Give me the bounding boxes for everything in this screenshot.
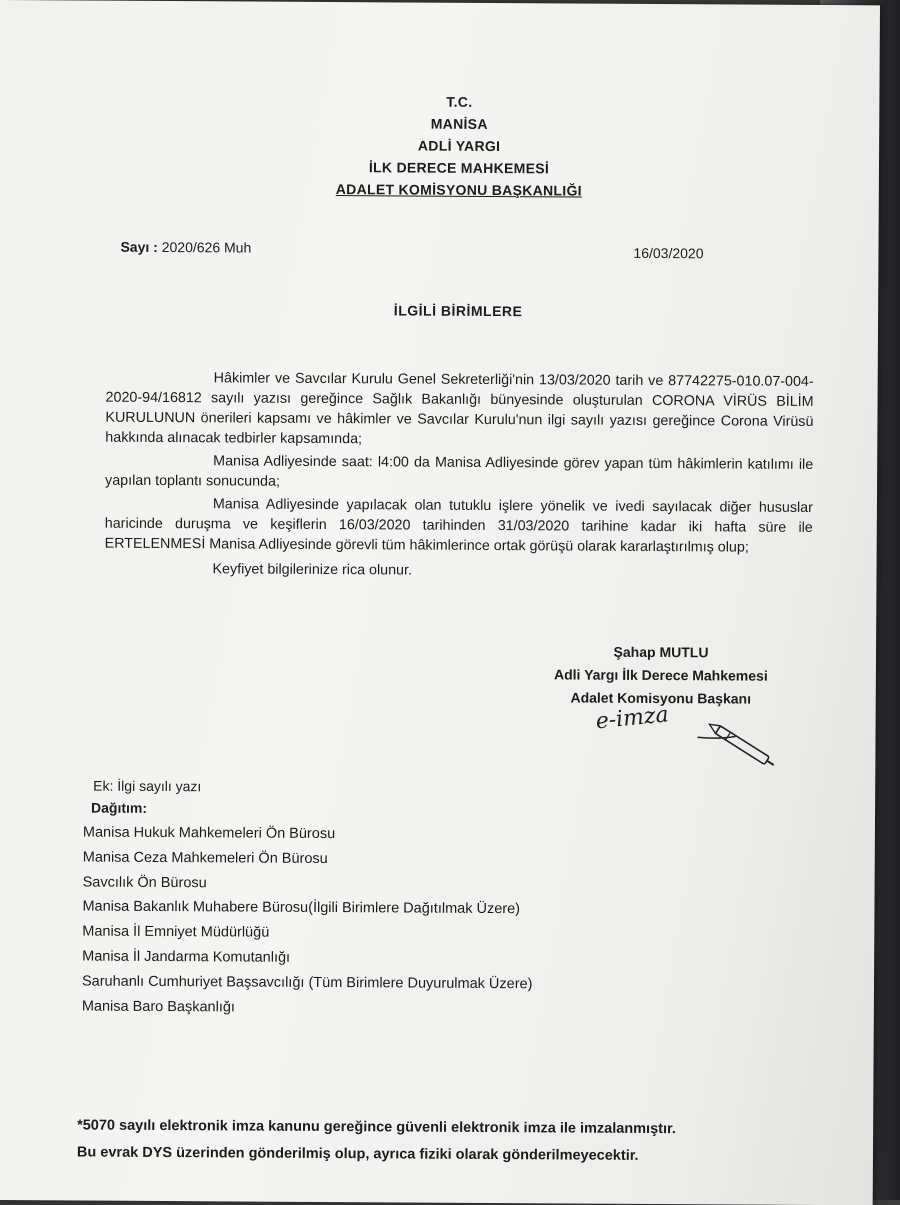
header-line-commission: ADALET KOMİSYONU BAŞKANLIĞI	[335, 181, 582, 199]
header-line-tc: T.C.	[446, 93, 473, 110]
document-date: 16/03/2020	[633, 244, 704, 262]
list-item: Manisa Ceza Mahkemeleri Ön Bürosu	[82, 849, 328, 867]
footer-line-2: Bu evrak DYS üzerinden gönderilmiş olup, ayrıca fiziki olarak gönderilmeyecektir.	[76, 1144, 639, 1164]
reference-number	[120, 239, 251, 256]
footer-note	[77, 1112, 817, 1171]
distribution-title: Dağıtım:	[91, 799, 148, 816]
reference-value: 2020/626 Muh	[161, 238, 252, 256]
recipient-heading: İLGİLİ BİRİMLERE	[393, 302, 523, 320]
list-item: Saruhanlı Cumhuriyet Başsavcılığı (Tüm Birimlere Duyurulmak Üzere)	[81, 973, 533, 993]
letterhead	[299, 90, 620, 202]
header-line-judiciary: ADLİ YARGI	[417, 137, 501, 155]
signatory-title-1: Adli Yargı İlk Derece Mahkemesi	[553, 666, 768, 684]
footer-line-1: *5070 sayılı elektronik imza kanunu gereğince güvenli elektronik imza ile imzalanmıştır.	[77, 1117, 676, 1138]
letter-body	[104, 368, 813, 583]
reference-label: Sayı :	[120, 238, 158, 255]
e-signature-mark: e-imza	[594, 702, 670, 735]
body-paragraph-1: Hâkimler ve Savcılar Kurulu Genel Sekreterliği'nin 13/03/2020 tarih ve 87742275-010.07-004-2020-94/16812 sayılı yazısı gereğince Sağlık Bakanlığı bünyesinde oluşturulan CORONA VİRÜS BİLİM KURULUNUN önerileri kapsamı ve hâkimler ve Savcılar Kurulu'nun ilgi sayılı yazısı gereğince Corona Virüsü hakkında alınacak tedbirler kapsamında;	[105, 370, 814, 448]
list-item: Manisa İl Jandarma Komutanlığı	[82, 948, 291, 966]
list-item: Manisa Baro Başkanlığı	[81, 998, 236, 1016]
attachment-note: Ek: İlgi sayılı yazı	[93, 777, 202, 795]
body-paragraph-2: Manisa Adliyesinde saat: l4:00 da Manisa Adliyesinde görev yapan tüm hâkimlerin katılımı ile yapılan toplantı sonucunda;	[105, 453, 814, 490]
header-line-city: MANİSA	[430, 115, 488, 132]
body-paragraph-3: Manisa Adliyesinde yapılacak olan tutuklu işlere yönelik ve ivedi sayılacak diğer hususlar haricinde duruşma ve keşiflerin 16/03/2020 tarihinden 31/03/2020 tarihine kadar iki hafta süre ile ERTELENMESİ Manisa Adliyesinde görevli tüm hâkimlerince ortak görüşü olarak kararlaştırılmış olup;	[104, 496, 813, 556]
list-item: Savcılık Ön Bürosu	[82, 874, 207, 891]
list-item: Manisa Hukuk Mahkemeleri Ön Bürosu	[82, 824, 336, 843]
header-line-court: İLK DERECE MAHKEMESİ	[368, 159, 550, 177]
pen-icon	[695, 709, 785, 780]
signature-block	[516, 640, 806, 711]
list-item: Manisa İl Emniyet Müdürlüğü	[82, 923, 270, 941]
signatory-name: Şahap MUTLU	[613, 643, 709, 661]
list-item: Manisa Bakanlık Muhabere Bürosu(İlgili Birimlere Dağıtılmak Üzere)	[82, 898, 521, 918]
signatory-title-2: Adalet Komisyonu Başkanı	[570, 689, 752, 707]
distribution-list	[82, 821, 534, 1022]
body-paragraph-4: Keyfiyet bilgilerinize rica olunur.	[212, 561, 413, 579]
